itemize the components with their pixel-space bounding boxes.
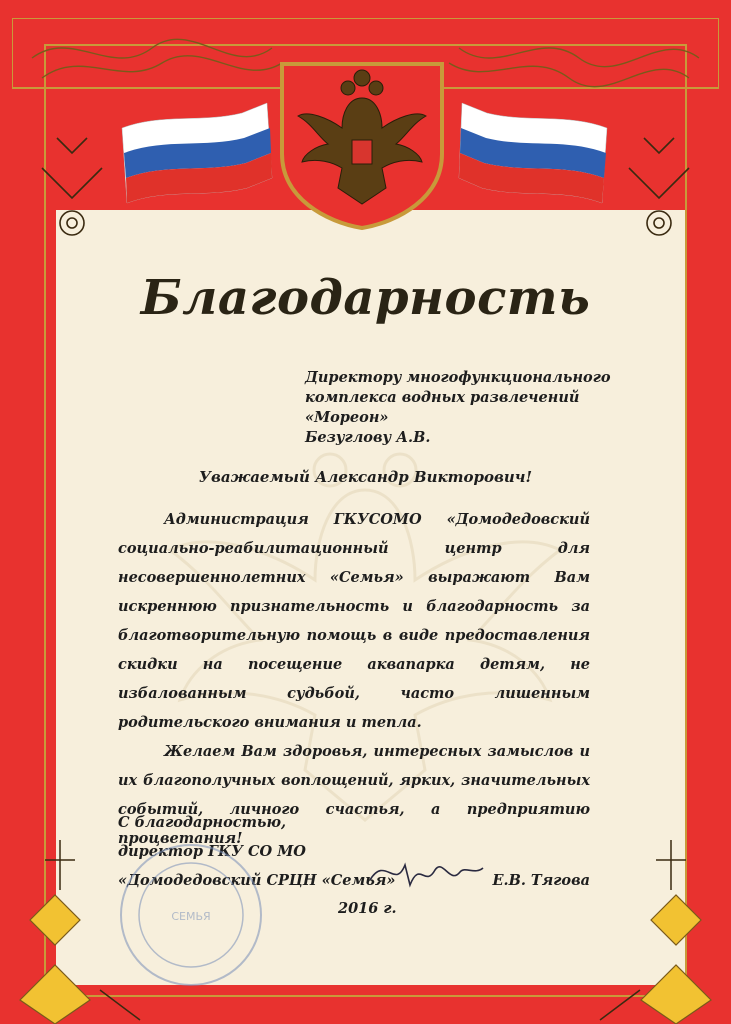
stamp-text: СЕМЬЯ: [171, 910, 211, 923]
body-paragraph: Желаем Вам здоровья, интересных замыслов и их благополучных воплощений, ярких, значительных событий, личного счастья, а предприятию процветания!: [118, 743, 590, 847]
official-stamp: [116, 840, 266, 990]
closing-line: С благодарностью,: [118, 814, 287, 831]
year: 2016 г.: [338, 900, 397, 917]
addressee-line: Директору многофункционального: [305, 369, 611, 386]
organization-name: «Домодедовский СРЦН «Семья»: [118, 872, 396, 889]
body-paragraph: Администрация ГКУСОМО «Домодедовский социально-реабилитационный центр для несовершеннолетних «Семья» выражают Вам искреннюю признательность и благодарность за благотворительную помощь в виде предоставления скидки на посещение аквапарка детям, не избалованным судьбой, часто лишенным родительского внимания и тепла.: [118, 511, 590, 731]
letter-body: [118, 505, 590, 853]
addressee-block: [305, 368, 635, 448]
closing-line: директор ГКУ СО МО: [118, 843, 306, 860]
addressee-line: «Мореон»: [305, 409, 389, 426]
greeting: Уважаемый Александр Викторович!: [198, 468, 533, 486]
certificate-title: Благодарность: [140, 270, 591, 326]
addressee-line: Безуглову А.В.: [305, 429, 431, 446]
signer-name: Е.В. Тягова: [492, 872, 590, 889]
coat-of-arms-emblem: [278, 58, 446, 230]
signature: [365, 850, 485, 900]
addressee-line: комплекса водных развлечений: [305, 389, 580, 406]
